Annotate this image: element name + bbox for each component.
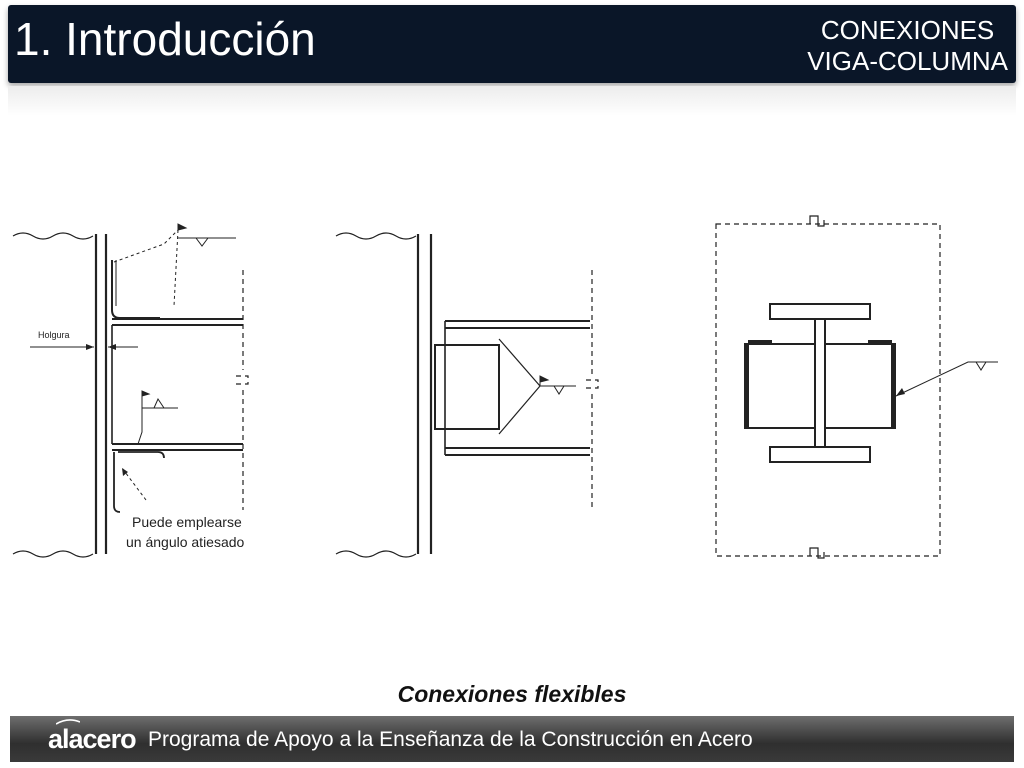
- footer-bar: [10, 716, 1014, 762]
- clearance-label: Holgura: [38, 330, 70, 340]
- figure-caption: Conexiones flexibles: [397, 681, 627, 707]
- topic-line-2: VIGA-COLUMNA: [807, 46, 1008, 76]
- program-text: Programa de Apoyo a la Enseñanza de la Construcción en Acero: [148, 728, 753, 751]
- topic-line-1: CONEXIONES: [820, 15, 995, 45]
- drawing-shear-tab: [336, 233, 598, 557]
- connection-drawings: [8, 200, 1008, 570]
- note-line-1: Puede emplearse: [132, 514, 242, 530]
- topic-label: [807, 15, 1008, 77]
- note-line-2: un ángulo atiesado: [126, 534, 245, 550]
- slide-title: 1. Introducción: [14, 13, 316, 65]
- alacero-logo: alacero: [48, 724, 136, 754]
- drawing-section: [716, 216, 998, 558]
- header-bar: [8, 5, 1016, 83]
- drawing-clip-angle: [13, 224, 248, 557]
